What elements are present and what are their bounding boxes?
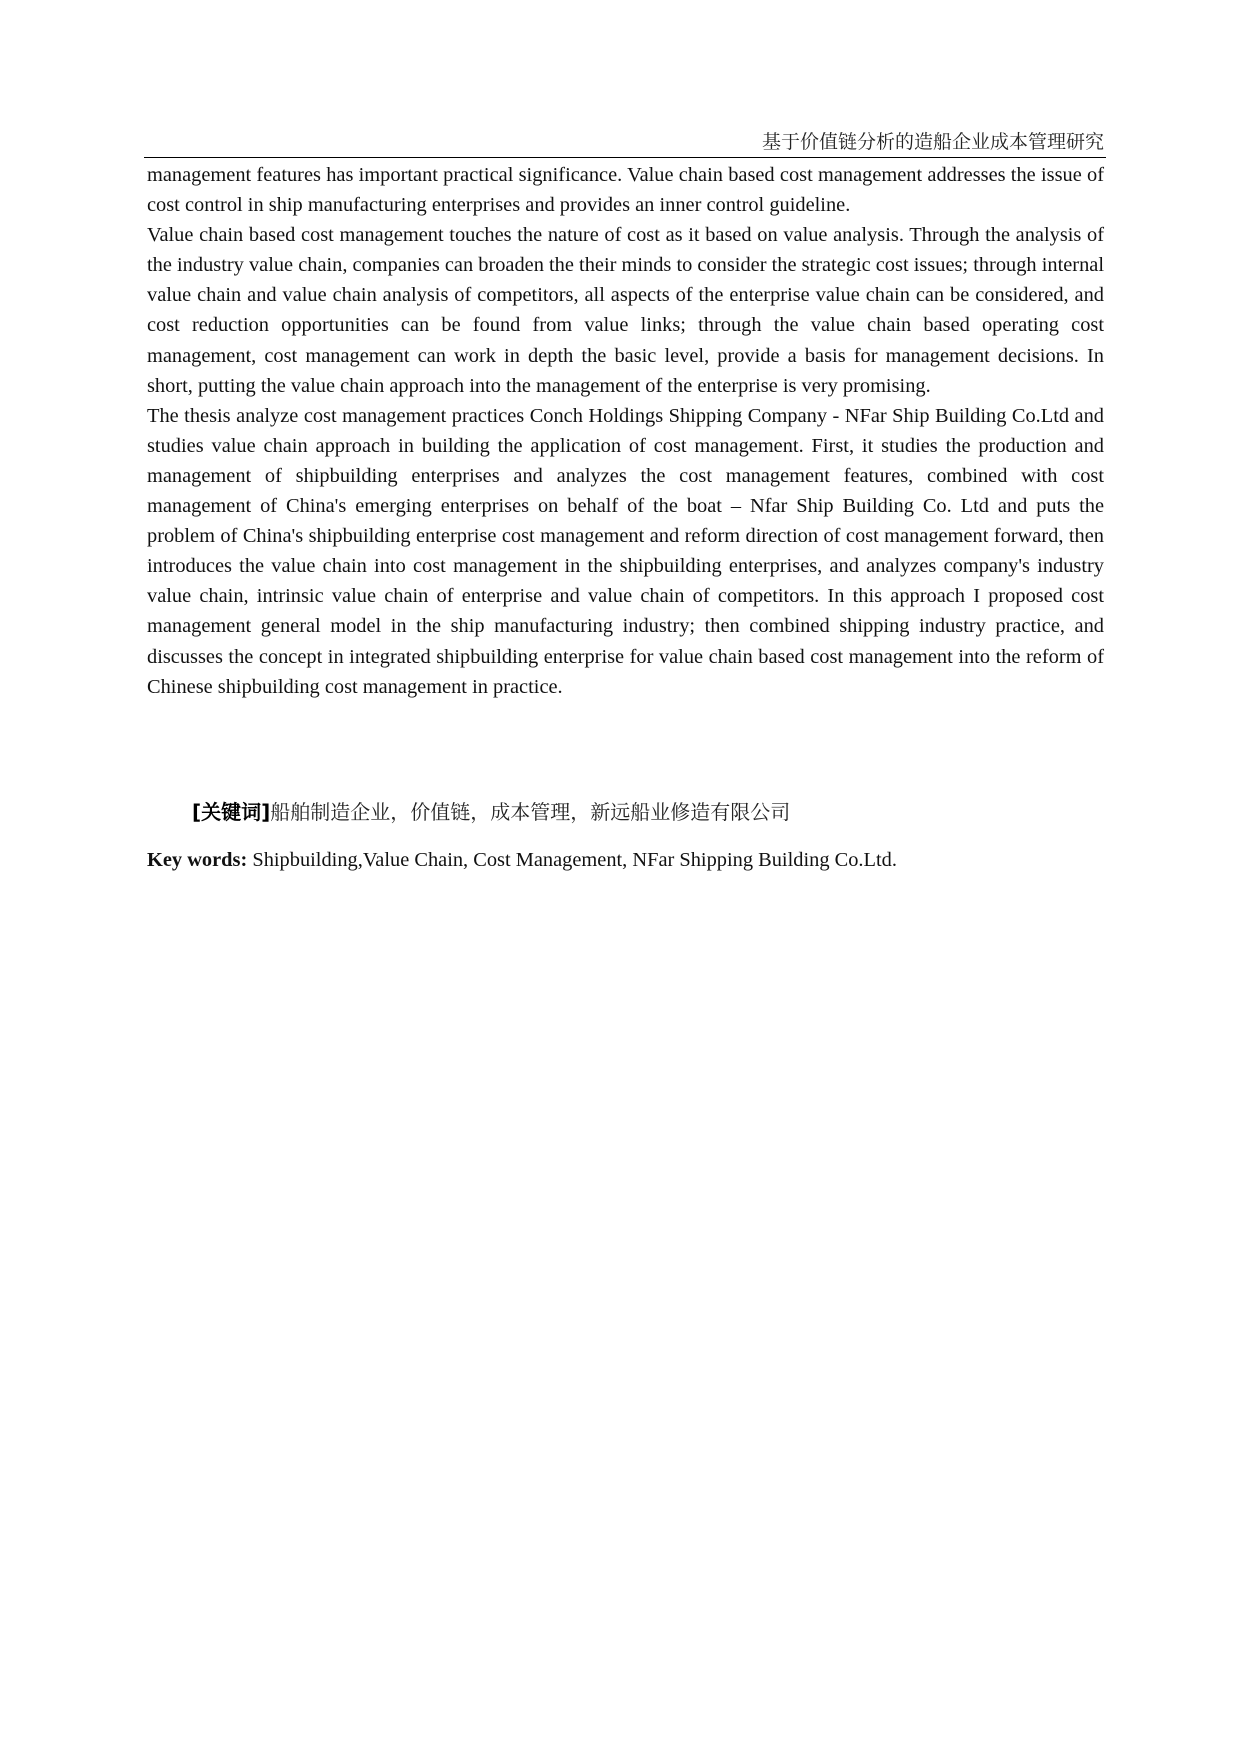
keywords-chinese-label: [关键词] [192,800,271,824]
keywords-chinese-terms: 船舶制造企业，价值链，成本管理，新远船业修造有限公司 [270,800,791,824]
abstract-body [147,160,1104,702]
abstract-paragraph: The thesis analyze cost management practices Conch Holdings Shipping Company - NFar Ship Building Co.Ltd and studies value chain approach in building the application of cost management. First, it studies the production and management of shipbuilding enterprises and analyzes the cost management features, combined with cost management of China's emerging enterprises on behalf of the boat – Nfar Ship Building Co. Ltd and puts the problem of China's shipbuilding enterprise cost management and reform direction of cost management forward, then introduces the value chain into cost management in the shipbuilding enterprises, and analyzes company's industry value chain, intrinsic value chain of enterprise and value chain of competitors. In this approach I proposed cost management general model in the ship manufacturing industry; then combined shipping industry practice, and discusses the concept in integrated shipbuilding enterprise for value chain based cost management into the reform of Chinese shipbuilding cost management in practice. [147,404,1104,698]
keywords-english [147,846,897,874]
header-rule [144,157,1106,158]
keywords-chinese [192,798,790,826]
keywords-english-terms: Shipbuilding,Value Chain, Cost Management, NFar Shipping Building Co.Ltd. [252,849,897,871]
keywords-english-label: Key words: [147,849,248,871]
abstract-paragraph: management features has important practical significance. Value chain based cost management addresses the issue of cost control in ship manufacturing enterprises and provides an inner control guideline. [147,164,1104,217]
running-header: 基于价值链分析的造船企业成本管理研究 [761,131,1104,153]
abstract-paragraph: Value chain based cost management touches the nature of cost as it based on value analysis. Through the analysis of the industry value chain, companies can broaden the their minds to consider the strategic cost issues; through internal value chain and value chain analysis of competitors, all aspects of the enterprise value chain can be considered, and cost reduction opportunities can be found from value links; through the value chain based operating cost management, cost management can work in depth the basic level, provide a basis for management decisions. In short, putting the value chain approach into the management of the enterprise is very promising. [147,224,1104,397]
